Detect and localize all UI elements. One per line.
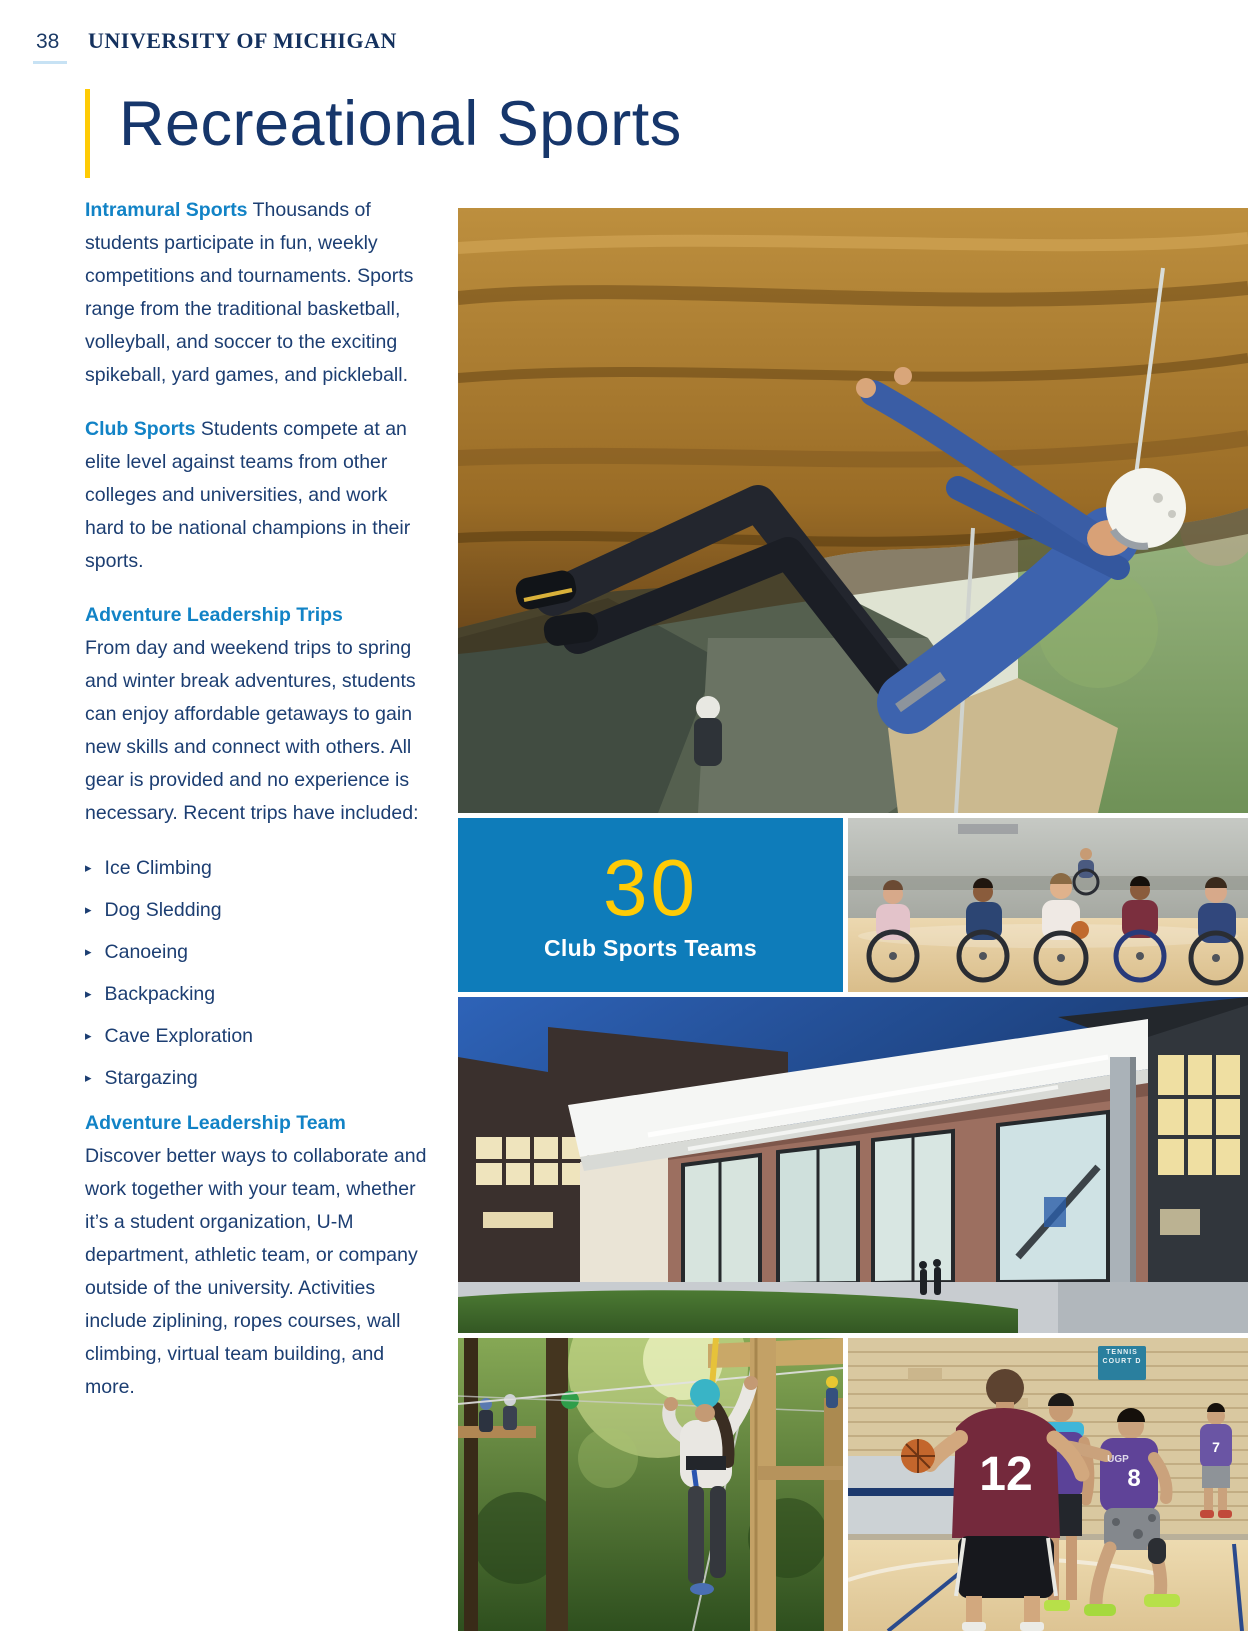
list-item: ▸ Stargazing [85, 1061, 431, 1095]
photo-recreation-building [458, 997, 1248, 1333]
photo-grid [458, 208, 1248, 1631]
stat-label: Club Sports Teams [544, 935, 757, 961]
club-sports-stat-card [458, 818, 843, 992]
article-copy [85, 194, 431, 1425]
text-club-sports: Students compete at an elite level against teams from other colleges and universities, and work hard to be national champions in their sports. [85, 418, 411, 572]
page-title: Recreational Sports [119, 89, 682, 159]
paragraph-adventure-team [85, 1107, 431, 1404]
trips-list [85, 851, 431, 1095]
list-item: ▸ Ice Climbing [85, 851, 431, 885]
paragraph-intramural [85, 194, 431, 392]
jersey-logo-ugp: UGP [1107, 1454, 1129, 1465]
tennis-court-sign: TENNIS COURT D [1102, 1349, 1142, 1365]
text-intramural: Thousands of students participate in fun, weekly competitions and tournaments. Sports range from the traditional basketball, volleyball, and soccer to the exciting spikeball, yard games, and pickleball. [85, 199, 414, 386]
paragraph-club-sports [85, 413, 431, 578]
lead-intramural-sports: Intramural Sports [85, 199, 248, 221]
photo-intramural-basketball [848, 1338, 1248, 1631]
title-accent-bar [85, 89, 90, 178]
page-number-underline [33, 61, 67, 64]
lead-adventure-team: Adventure Leadership Team [85, 1112, 346, 1134]
stat-value: 30 [603, 843, 698, 932]
photo-ropes-course [458, 1338, 843, 1631]
lead-adventure-trips: Adventure Leadership Trips [85, 604, 343, 626]
list-item: ▸ Cave Exploration [85, 1019, 431, 1053]
jersey-number-12: 12 [979, 1448, 1033, 1501]
paragraph-adventure-trips [85, 599, 431, 830]
lead-club-sports: Club Sports [85, 418, 196, 440]
page-number: 38 [36, 30, 60, 53]
text-adventure-team: Discover better ways to collaborate and work together with your team, whether it’s a student organization, U-M department, athletic team, or company outside of the university. Activities include ziplining, ropes courses, wall climbing, virtual team building, and more. [85, 1145, 427, 1398]
list-item: ▸ Canoeing [85, 935, 431, 969]
photo-rock-climbing [458, 208, 1248, 813]
list-item: ▸ Backpacking [85, 977, 431, 1011]
text-adventure-trips: From day and weekend trips to spring and winter break adventures, students can enjoy affordable getaways to gain new skills and connect with others. All gear is provided and no experience is necessary. Recent trips have included: [85, 637, 419, 824]
university-brand: UNIVERSITY OF MICHIGAN [88, 28, 397, 53]
list-item: ▸ Dog Sledding [85, 893, 431, 927]
jersey-number-8: 8 [1127, 1465, 1141, 1492]
jersey-number-7: 7 [1212, 1439, 1220, 1455]
photo-wheelchair-basketball [848, 818, 1248, 992]
